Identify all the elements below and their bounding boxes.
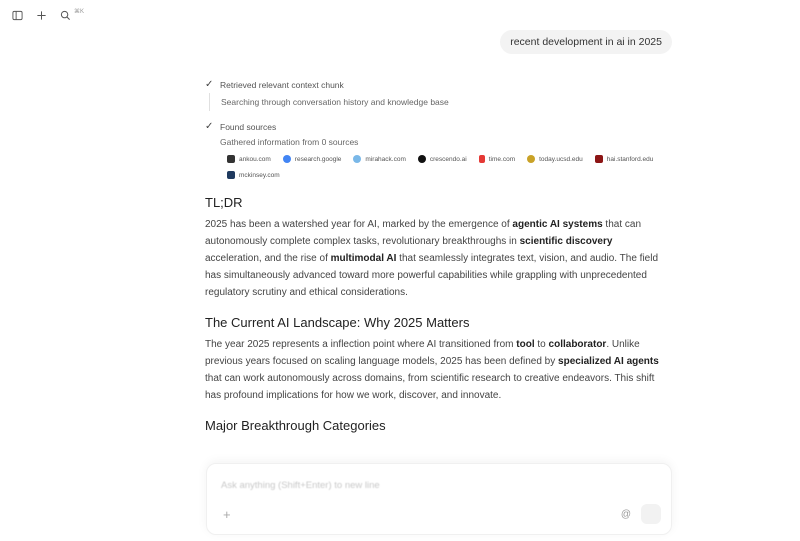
tldr-paragraph: 2025 has been a watershed year for AI, marked by the emergence of agentic AI systems that can autonomously complete complex tasks, revolutionary breakthroughs in scientific discovery acceleration, and the rise of multimodal AI that seamlessly integrates text, vision, and audio. The field has simultaneously advanced toward more powerful capabilities while grappling with unprecedented regulatory scrutiny and ethical considerations.: [205, 219, 659, 298]
source-list: [227, 153, 665, 181]
favicon-icon: [353, 155, 361, 163]
favicon-icon: [595, 155, 603, 163]
source-chip[interactable]: today.ucsd.edu: [527, 153, 583, 165]
search-icon[interactable]: [56, 6, 74, 24]
favicon-icon: [479, 155, 485, 163]
assistant-response: [205, 77, 665, 439]
message-composer[interactable]: [206, 463, 672, 535]
mention-at-icon[interactable]: @: [620, 509, 631, 520]
composer-input[interactable]: Ask anything (Shift+Enter) to new line: [221, 480, 380, 491]
step-detail: Gathered information from 0 sources: [220, 137, 359, 147]
favicon-icon: [527, 155, 535, 163]
new-chat-plus-icon[interactable]: [32, 6, 50, 24]
section-heading-landscape: The Current AI Landscape: Why 2025 Matters: [205, 315, 470, 330]
source-chip[interactable]: research.google: [283, 153, 342, 165]
source-chip[interactable]: mckinsey.com: [227, 169, 280, 181]
favicon-icon: [227, 155, 235, 163]
step-title: Retrieved relevant context chunk: [220, 80, 344, 90]
user-message-bubble: recent development in ai in 2025: [500, 30, 672, 54]
source-chip[interactable]: ankou.com: [227, 153, 271, 165]
check-icon: ✓: [205, 121, 214, 132]
source-chip[interactable]: mirahack.com: [353, 153, 405, 165]
top-toolbar: [8, 6, 84, 24]
step-found-sources: [205, 119, 665, 135]
tldr-heading: TL;DR: [205, 195, 243, 210]
source-chip[interactable]: crescendo.ai: [418, 153, 467, 165]
sidebar-toggle-icon[interactable]: [8, 6, 26, 24]
favicon-icon: [283, 155, 291, 163]
check-icon: ✓: [205, 79, 214, 90]
step-detail: Searching through conversation history and knowledge base: [209, 93, 665, 111]
attach-plus-icon[interactable]: +: [223, 507, 231, 522]
step-retrieved-context: [205, 77, 665, 93]
favicon-icon: [227, 171, 235, 179]
favicon-icon: [418, 155, 426, 163]
step-title: Found sources: [220, 122, 277, 132]
section-heading-breakthroughs: Major Breakthrough Categories: [205, 418, 386, 433]
source-chip[interactable]: time.com: [479, 153, 515, 165]
landscape-paragraph: The year 2025 represents a inflection point where AI transitioned from tool to collaborator. Unlike previous years focused on scaling language models, 2025 has been defined by specialized AI agents that can work autonomously across domains, from scientific research to creative endeavors. This shift has profound implications for how we work, discover, and innovate.: [205, 339, 659, 401]
source-chip[interactable]: hai.stanford.edu: [595, 153, 654, 165]
send-button[interactable]: [641, 504, 661, 524]
search-shortcut-hint: ⌘K: [74, 8, 85, 15]
